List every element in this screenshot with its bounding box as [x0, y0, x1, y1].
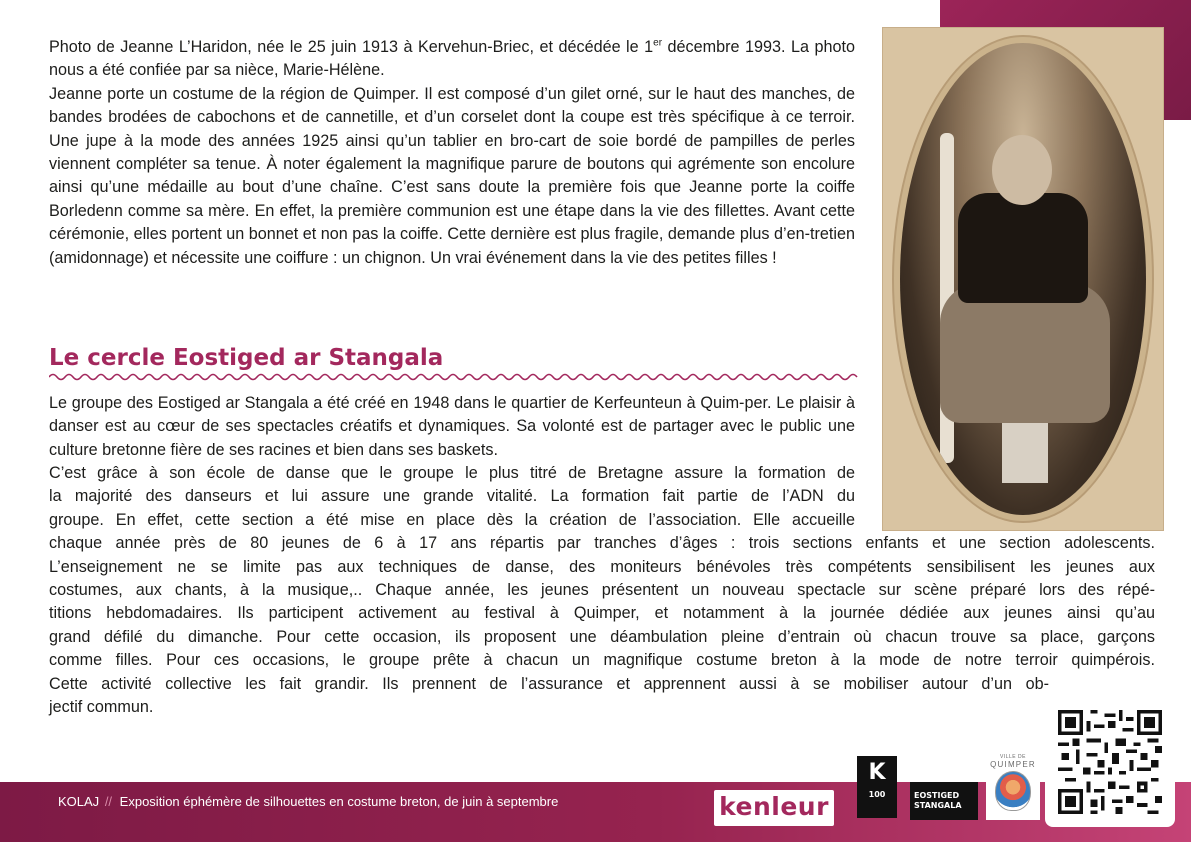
k100-festival-logo: [857, 756, 897, 818]
section-title: Le cercle Eostiged ar Stangala: [49, 345, 444, 371]
text-line: comme filles. Pour ces occasions, le groupe prête à chacun un magnifique costume breton à la mode de notre terroir quimpérois.: [49, 651, 1155, 670]
quimper-prefix: VILLE DE: [1000, 754, 1026, 760]
footer-separator: //: [104, 794, 113, 809]
qr-code-icon[interactable]: [1045, 697, 1175, 827]
quimper-crest-icon: [995, 771, 1031, 811]
k100-letter: K: [868, 760, 886, 785]
text-line: Cette activité collective les fait grandir. Ils prennent de l’assurance et apprennent aussi à se mobiliser autour d’un ob-: [49, 674, 1049, 693]
text-line: L’enseignement ne se limite pas aux techniques de danse, des moniteurs bénévoles très compétents sensibilisent les jeunes aux: [49, 557, 1155, 576]
text-line: costumes, aux chants, à la musique,.. Chaque année, les jeunes présentent un nouveau spectacle sur scène préparé lors des répé-: [49, 581, 1155, 600]
eostiged-line-2: STANGALA: [914, 801, 962, 810]
footer-caption-text: Exposition éphémère de silhouettes en costume breton, de juin à septembre: [119, 794, 559, 809]
k100-number: 100: [868, 790, 886, 799]
dance-school-paragraph: [49, 462, 1155, 719]
eostiged-line-1: EOSTIGED: [914, 791, 960, 800]
portrait-oval-vignette: [900, 43, 1146, 515]
quimper-name: QUIMPER: [990, 760, 1036, 769]
girl-vest: [958, 193, 1088, 303]
portrait-photo: [882, 27, 1164, 531]
kenleur-logo[interactable]: kenleur: [714, 790, 834, 826]
text-line: C’est grâce à son école de danse que le groupe le plus titré de Bretagne assure la formation de: [49, 464, 855, 482]
intro-paragraph: [49, 36, 855, 270]
wavy-underline-decoration: [49, 372, 859, 382]
girl-head: [992, 135, 1052, 205]
caption-text-rest: 1993. La photo nous a été confiée par sa nièce, Marie-Hélène.: [49, 38, 855, 80]
text-line: jectif commun.: [49, 698, 154, 717]
qr-code-graphic: [1058, 710, 1162, 814]
text-line: titions hebdomadaires. Ils participent activement au festival à Quimper, et notamment à la journée dédiée aux jeunes ainsi qu’au: [49, 604, 1155, 623]
group-intro-paragraph: Le groupe des Eostiged ar Stangala a été créé en 1948 dans le quartier de Kerfeunteun à Quim-per. Le plaisir à danser est au cœur de ses spectacles créatifs et dynamiques. Sa volonté est de partager avec le public une culture bretonne fière de ses racines et bien dans ses baskets.: [49, 394, 855, 459]
costume-paragraph: Jeanne porte un costume de la région de Quimper. Il est composé d’un gilet orné, sur le haut des manches, de bandes brodées de cabochons et de cannetille, et d’un corselet dont la coupe est très spécifique à ce terroir. Une jupe à la mode des années 1925 ainsi qu’un tablier en bro-cart de soie bordé de pampilles de perles viennent compléter sa tenue. À noter également la magnifique parure de boutons qui agrémente son encolure ainsi qu’une médaille au bout d’une chaîne. C’est sans doute la première fois que Jeanne porte la coiffe Borledenn comme sa mère. En effet, la première communion est une étape dans la vie des fillettes. Avant cette cérémonie, elles portent un bonnet et non pas la coiffe. Cette dernière est plus fragile, demande plus d’en-tretien (amidonnage) et nécessite une coiffure : un chignon. Un vrai événement dans la vie des petites filles !: [49, 84, 855, 267]
caption-text-end: décembre: [662, 38, 740, 56]
girl-apron: [940, 283, 1110, 423]
superscript-er: er: [653, 37, 663, 49]
text-line: la majorité des danseurs et lui assure une grande vitalité. La formation fait partie de l’ADN du: [49, 487, 855, 506]
eostiged-ar-stangala-logo: [910, 782, 978, 820]
caption-text: Photo de Jeanne L’Haridon, née le 25 juin 1913 à Kervehun-Briec, et décédée le 1: [49, 38, 654, 56]
ville-de-quimper-logo: [986, 754, 1040, 820]
text-line: grand défilé du dimanche. Pour cette occasion, ils proposent une déambulation pleine d’entrain où chacun trouve sa place, garçons: [49, 627, 1155, 646]
photo-caption: [49, 36, 855, 83]
footer-caption: [58, 794, 558, 809]
text-line: chaque année près de 80 jeunes de 6 à 17 ans répartis par tranches d’âges : trois sections enfants et une section adolescents.: [49, 534, 1155, 553]
footer-brand: KOLAJ: [58, 794, 100, 809]
text-line: groupe. En effet, cette section a été mise en place dès la création de l’association. Elle accueille: [49, 510, 855, 529]
